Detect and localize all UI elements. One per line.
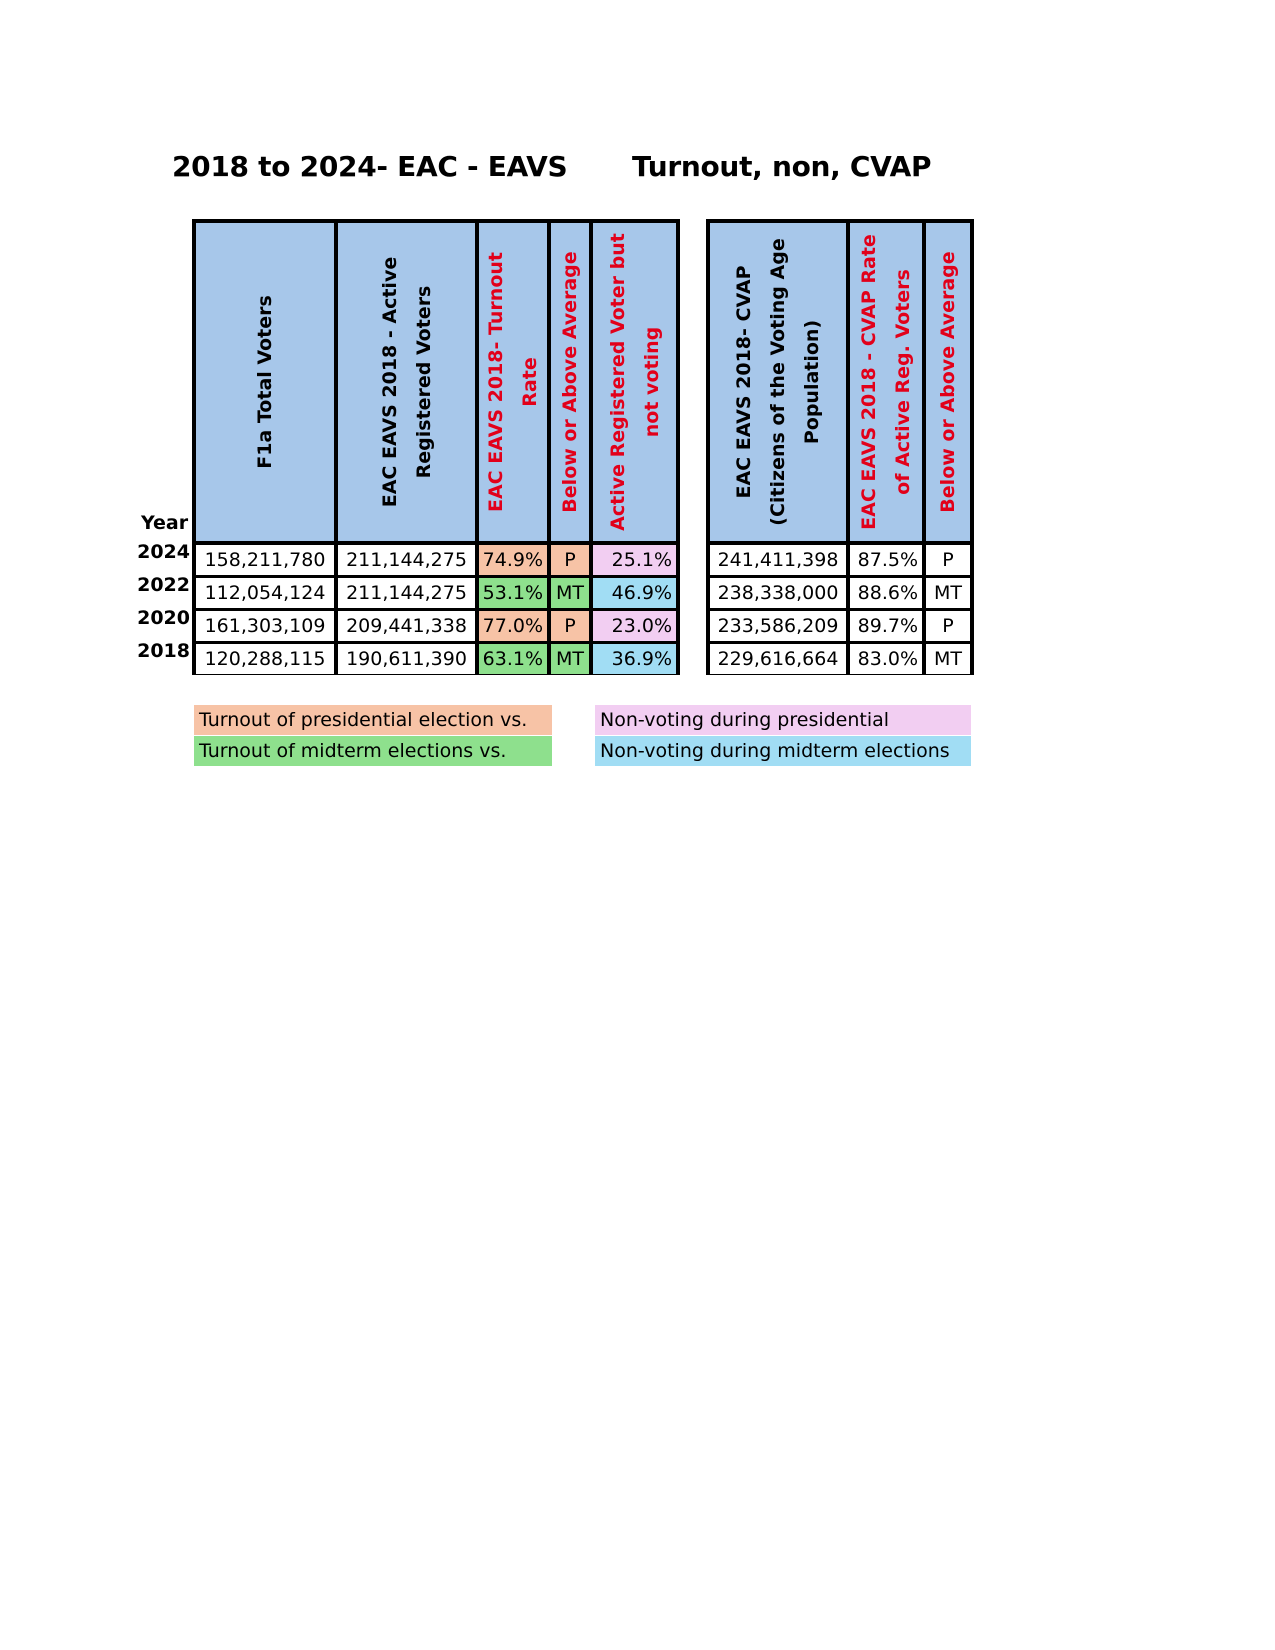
table-cell: P [926, 611, 970, 641]
table-cell: P [551, 611, 589, 641]
table-cell: 158,211,780 [196, 545, 334, 575]
header-f1a-total-voters: F1a Total Voters [196, 223, 334, 541]
table-cell: 74.9% [479, 545, 547, 575]
table-cell: 46.9% [593, 578, 676, 608]
legend-presidential-turnout: Turnout of presidential election vs. [194, 705, 552, 735]
year-label-2022: 2022 [137, 574, 190, 596]
table-cell: 211,144,275 [338, 578, 475, 608]
page-title: 2018 to 2024- EAC - EAVS [172, 150, 568, 183]
table-cell: 88.6% [850, 578, 922, 608]
table-cell: MT [926, 578, 970, 608]
table-cell: 209,441,338 [338, 611, 475, 641]
header-cvap: EAC EAVS 2018- CVAP (Citizens of the Voting Age Population) [710, 223, 846, 541]
table-cell: 25.1% [593, 545, 676, 575]
table-cell: 63.1% [479, 644, 547, 674]
table-cell: 23.0% [593, 611, 676, 641]
table-cell: 83.0% [850, 644, 922, 674]
table-cell: 112,054,124 [196, 578, 334, 608]
table-cell: 190,611,390 [338, 644, 475, 674]
legend-presidential-nonvoting: Non-voting during presidential [595, 705, 971, 735]
header-below-above-average: Below or Above Average [551, 223, 589, 541]
table-cell: 161,303,109 [196, 611, 334, 641]
table-cell: 53.1% [479, 578, 547, 608]
table-cell: MT [926, 644, 970, 674]
table-cell: 211,144,275 [338, 545, 475, 575]
header-active-registered-voters: EAC EAVS 2018 - Active Registered Voters [338, 223, 475, 541]
legend-midterm-nonvoting: Non-voting during midterm elections [595, 736, 971, 766]
table-cell: 89.7% [850, 611, 922, 641]
year-label-2018: 2018 [137, 640, 190, 662]
year-label-2024: 2024 [137, 541, 190, 563]
header-below-above-average-2: Below or Above Average [926, 223, 970, 541]
table-cell: 77.0% [479, 611, 547, 641]
header-turnout-rate: EAC EAVS 2018- Turnout Rate [479, 223, 547, 541]
cvap-table [706, 219, 974, 675]
turnout-table [192, 219, 680, 675]
header-cvap-rate: EAC EAVS 2018 - CVAP Rate of Active Reg. Voters [850, 223, 922, 541]
table-cell: 87.5% [850, 545, 922, 575]
table-cell: 241,411,398 [710, 545, 846, 575]
table-cell: 238,338,000 [710, 578, 846, 608]
table-cell: P [551, 545, 589, 575]
table-cell: P [926, 545, 970, 575]
page-subtitle: Turnout, non, CVAP [632, 150, 932, 183]
legend-midterm-turnout: Turnout of midterm elections vs. [194, 736, 552, 766]
table-cell: 36.9% [593, 644, 676, 674]
header-not-voting: Active Registered Voter but not voting [593, 223, 676, 541]
table-cell: MT [551, 578, 589, 608]
table-cell: MT [551, 644, 589, 674]
table-cell: 229,616,664 [710, 644, 846, 674]
year-column-header: Year [141, 512, 189, 534]
table-cell: 120,288,115 [196, 644, 334, 674]
table-cell: 233,586,209 [710, 611, 846, 641]
year-label-2020: 2020 [137, 607, 190, 629]
